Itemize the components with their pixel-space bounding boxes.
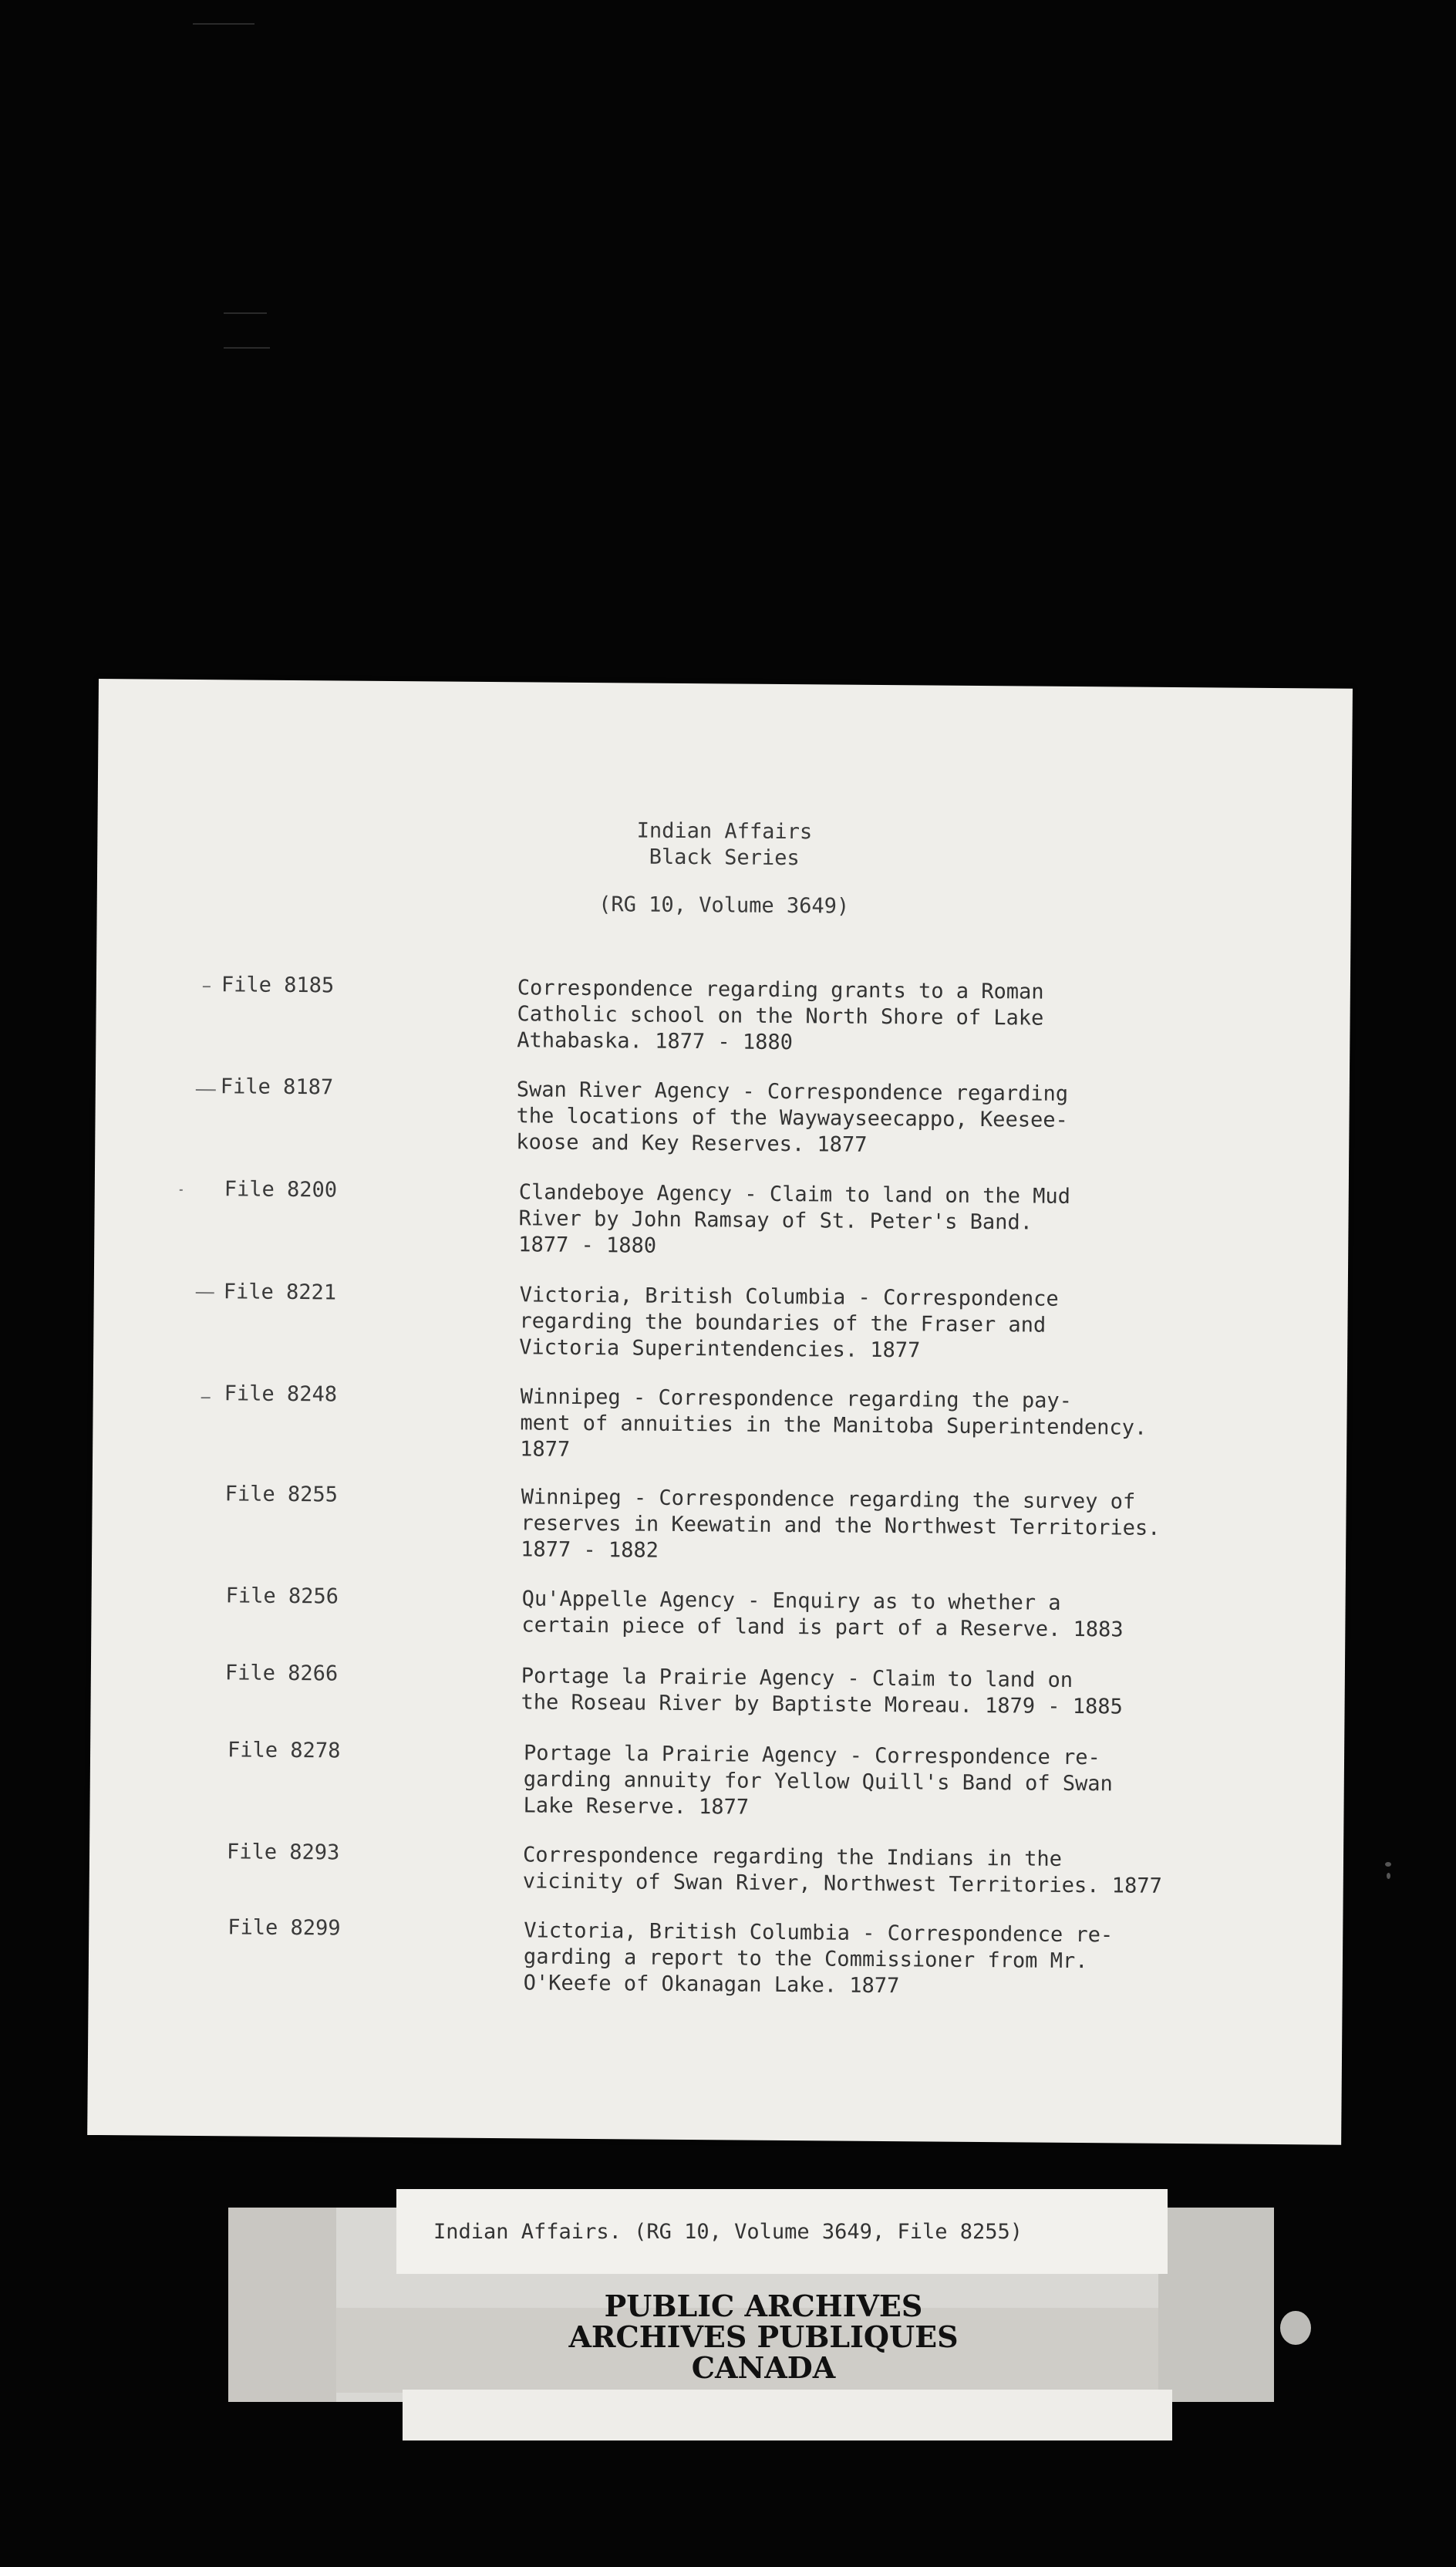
margin-mark (1280, 2311, 1311, 2345)
description-line: Portage la Prairie Agency - Claim to land on (521, 1664, 1073, 1692)
description-line: the locations of the Waywayseecappo, Keesee- (516, 1104, 1068, 1132)
margin-tick (180, 1189, 183, 1191)
file-entry (92, 1583, 1346, 1642)
file-number: File 8293 (226, 1840, 340, 1865)
description-line: 1877 - 1882 (521, 1537, 659, 1563)
description-line: Clandeboye Agency - Claim to land on the Mud (518, 1180, 1071, 1209)
stamp-line-3: CANADA (691, 2350, 836, 2385)
file-description (521, 1663, 1277, 1722)
file-entry (93, 1381, 1347, 1462)
file-number: File 8221 (223, 1280, 337, 1305)
file-number: File 8185 (221, 973, 335, 998)
file-description (521, 1484, 1277, 1569)
description-line: garding a report to the Commissioner from Mr. (523, 1945, 1088, 1974)
description-line: Portage la Prairie Agency - Correspondence re- (523, 1741, 1100, 1770)
title-line-2: Black Series (649, 845, 800, 871)
description-line: Correspondence regarding the Indians in the (522, 1843, 1063, 1871)
file-entry (90, 1737, 1344, 1820)
file-entry (96, 1074, 1350, 1157)
file-entry (94, 1279, 1348, 1363)
description-line: Winnipeg - Correspondence regarding the pay- (520, 1385, 1073, 1413)
description-line: vicinity of Swan River, Northwest Territories. 1877 (522, 1869, 1162, 1898)
description-line: Victoria Superintendencies. 1877 (519, 1335, 921, 1363)
margin-tick (196, 1292, 214, 1294)
label-slip (396, 2189, 1168, 2274)
description-line: certain piece of land is part of a Reserve. 1883 (521, 1613, 1124, 1642)
document-sheet (87, 679, 1353, 2145)
description-line: regarding the boundaries of the Fraser and (519, 1309, 1046, 1337)
description-line: Qu'Appelle Agency - Enquiry as to whether a (521, 1587, 1061, 1615)
margin-mark (1385, 1862, 1391, 1867)
file-number: File 8299 (228, 1915, 341, 1941)
margin-tick (203, 986, 211, 987)
file-description (517, 975, 1273, 1060)
file-number: File 8266 (224, 1661, 339, 1686)
file-number: File 8248 (224, 1381, 338, 1407)
description-line: Victoria, British Columbia - Correspondence re- (524, 1918, 1114, 1948)
file-number: File 8200 (224, 1177, 338, 1203)
file-description (518, 1179, 1275, 1264)
margin-tick (201, 1397, 211, 1398)
file-number: File 8187 (220, 1074, 334, 1100)
file-description (521, 1586, 1278, 1644)
document-header (97, 814, 1352, 924)
description-line: koose and Key Reserves. 1877 (516, 1130, 868, 1157)
file-number: File 8256 (225, 1584, 339, 1609)
file-description (520, 1384, 1276, 1469)
tape-left (228, 2208, 336, 2402)
margin-tick (196, 1089, 216, 1091)
file-entry (95, 1176, 1349, 1258)
description-line: River by John Ramsay of St. Peter's Band. (518, 1206, 1033, 1235)
description-line: reserves in Keewatin and the Northwest Territories. (521, 1511, 1161, 1540)
file-description (524, 1918, 1280, 2002)
description-line: Catholic school on the North Shore of Lake (517, 1002, 1044, 1031)
title-line-1: Indian Affairs (636, 818, 813, 845)
reference-line: (RG 10, Volume 3649) (598, 892, 850, 919)
stamp-line-1: PUBLIC ARCHIVES (604, 2289, 923, 2323)
description-line: Victoria, British Columbia - Correspondence (519, 1283, 1059, 1311)
file-number: File 8255 (224, 1482, 339, 1507)
file-description (523, 1740, 1279, 1825)
description-line: Lake Reserve. 1877 (523, 1793, 750, 1820)
file-entry (96, 972, 1350, 1055)
file-entry (93, 1481, 1346, 1563)
description-line: Swan River Agency - Correspondence regarding (516, 1078, 1069, 1106)
description-line: O'Keefe of Okanagan Lake. 1877 (523, 1971, 900, 1999)
description-line: 1877 - 1880 (518, 1233, 657, 1258)
film-scratch (224, 312, 267, 314)
file-number: File 8278 (227, 1738, 341, 1763)
file-description (519, 1282, 1276, 1367)
description-line: Winnipeg - Correspondence regarding the survey of (521, 1485, 1136, 1514)
description-line: ment of annuities in the Manitoba Superintendency. (520, 1411, 1148, 1440)
description-line: the Roseau River by Baptiste Moreau. 1879 - 1885 (521, 1690, 1123, 1719)
film-scratch (193, 23, 254, 25)
description-line: Athabaska. 1877 - 1880 (517, 1028, 794, 1055)
file-entry (91, 1660, 1345, 1719)
description-line: garding annuity for Yellow Quill's Band of Swan (523, 1767, 1113, 1796)
file-description (523, 1842, 1279, 1901)
label-slip-bottom (403, 2390, 1172, 2441)
label-slip-text: Indian Affairs. (RG 10, Volume 3649, File 8255) (433, 2220, 1023, 2244)
description-line: Correspondence regarding grants to a Roman (517, 976, 1044, 1004)
margin-mark (1387, 1873, 1390, 1879)
archives-stamp (494, 2291, 1033, 2383)
file-entry (89, 1914, 1343, 1999)
stamp-line-2: ARCHIVES PUBLIQUES (568, 2319, 959, 2354)
film-scratch (224, 347, 270, 349)
tape-right (1158, 2208, 1274, 2402)
file-description (516, 1077, 1272, 1162)
file-entry (89, 1839, 1343, 1898)
description-line: 1877 (520, 1437, 571, 1462)
